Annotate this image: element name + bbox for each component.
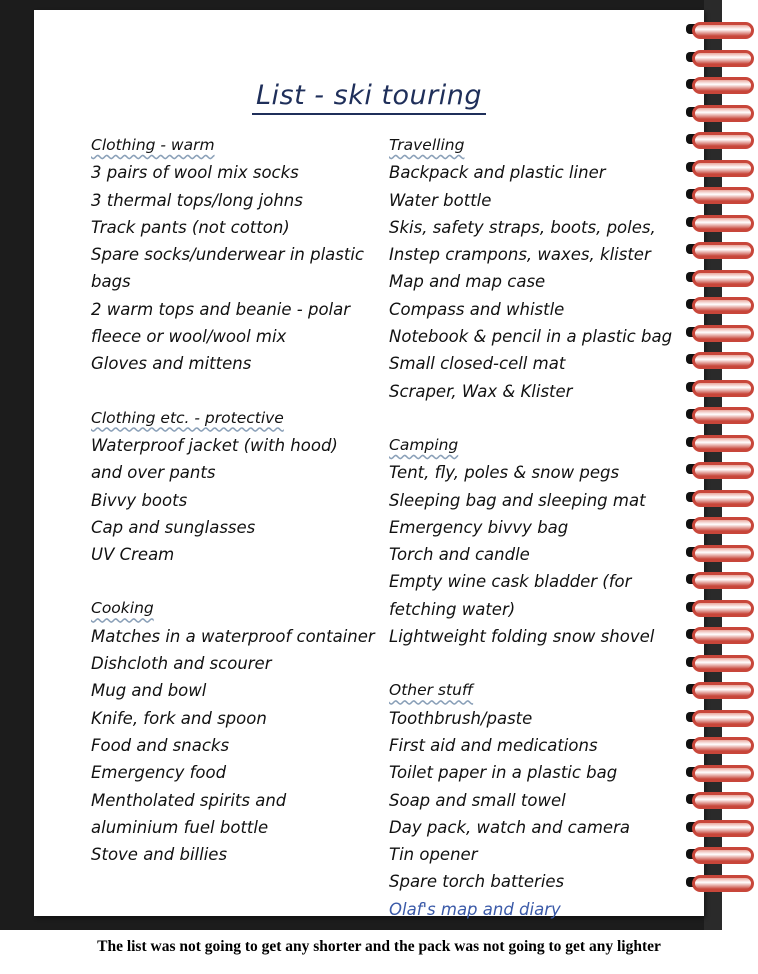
list-item: Stove and billies [91,845,228,865]
list-item: Mentholated spirits and [91,790,287,810]
list-item: Lightweight folding snow shovel [389,627,655,647]
list-item: Tin opener [389,845,478,865]
section-cooking [91,595,381,868]
spiral-coil [690,818,752,835]
spiral-coil [690,460,752,477]
list-item: fleece or wool/wool mix [91,327,287,347]
section-heading: Clothing - warm [91,136,215,154]
list-item-highlighted: Olaf's map and diary [389,899,561,919]
spiral-coil [690,240,752,257]
spiral-coil [690,515,752,532]
list-item: and over pants [91,463,216,483]
section-travelling [389,132,689,405]
spiral-coil [690,433,752,450]
spiral-coil [690,735,752,752]
list-item: Emergency bivvy bag [389,517,569,537]
list-item: Mug and bowl [91,681,207,701]
section-heading: Travelling [389,136,465,154]
list-item: Notebook & pencil in a plastic bag [389,327,673,347]
list-item: Cap and sunglasses [91,517,256,537]
spiral-coil [690,20,752,37]
spiral-coil [690,625,752,642]
list-item: Small closed-cell mat [389,354,566,374]
list-item: Scraper, Wax & Klister [389,381,573,401]
list-item: Spare torch batteries [389,872,565,892]
list-item: Gloves and mittens [91,354,252,374]
section-other-stuff [389,677,689,923]
list-item: Track pants (not cotton) [91,217,290,237]
spiral-coil [690,378,752,395]
spiral-coil [690,48,752,65]
spiral-coil [690,350,752,367]
spiral-coil [690,158,752,175]
spiral-coil [690,130,752,147]
list-item: Empty wine cask bladder (for [389,572,632,592]
section-heading: Clothing etc. - protective [91,408,284,427]
list-item: First aid and medications [389,735,598,755]
list-item: Torch and candle [389,545,530,565]
list-item: 3 thermal tops/long johns [91,190,303,210]
list-item: Bivvy boots [91,490,188,510]
list-item: fetching water) [389,599,516,619]
list-item: Tent, fly, poles & snow pegs [389,463,620,483]
section-clothing-warm [91,132,381,378]
left-column [91,132,381,895]
list-item: Water bottle [389,190,492,210]
spiral-coil [690,680,752,697]
page-title: List - ski touring [34,80,704,111]
list-item: Backpack and plastic liner [389,163,606,183]
list-item: Knife, fork and spoon [91,708,267,728]
spiral-coil [690,213,752,230]
section-heading: Cooking [91,599,154,618]
section-heading: Other stuff [389,681,474,700]
list-item: Day pack, watch and camera [389,817,630,837]
list-item: Toilet paper in a plastic bag [389,763,618,783]
list-item: Food and snacks [91,735,230,755]
right-column [389,132,689,950]
list-item: Matches in a waterproof container [91,626,375,646]
spiral-coil [690,323,752,340]
notebook-page [34,10,704,919]
spiral-coil [690,295,752,312]
spiral-coil [690,543,752,560]
section-camping [389,432,689,650]
list-item: Instep crampons, waxes, klister [389,245,651,265]
spiral-coil [690,598,752,615]
spiral-binding [690,20,758,900]
list-item: bags [91,272,131,292]
list-item: Toothbrush/paste [389,708,533,728]
list-item: Dishcloth and scourer [91,654,272,674]
list-item: aluminium fuel bottle [91,817,269,837]
spiral-coil [690,75,752,92]
spiral-coil [690,185,752,202]
spiral-coil [690,653,752,670]
spiral-coil [690,763,752,780]
spiral-coil [690,103,752,120]
spiral-coil [690,488,752,505]
list-item: Compass and whistle [389,299,565,319]
spiral-coil [690,268,752,285]
spiral-coil [690,708,752,725]
photo-caption: The list was not going to get any shorter and the pack was not going to get any lighter [97,938,661,955]
spiral-coil [690,790,752,807]
list-item: Waterproof jacket (with hood) [91,435,338,455]
spiral-coil [690,845,752,862]
section-clothing-protective [91,405,381,569]
list-item: Emergency food [91,763,227,783]
list-item: Sleeping bag and sleeping mat [389,490,646,510]
spiral-coil [690,873,752,890]
list-item: Spare socks/underwear in plastic [91,245,364,265]
list-item: Skis, safety straps, boots, poles, [389,217,656,237]
list-item: UV Cream [91,545,175,565]
section-heading: Camping [389,435,459,454]
list-item: Soap and small towel [389,790,566,810]
list-item: 3 pairs of wool mix socks [91,163,299,183]
list-item: 2 warm tops and beanie - polar [91,299,351,319]
list-item: Map and map case [389,272,546,292]
spiral-coil [690,405,752,422]
spiral-coil [690,570,752,587]
